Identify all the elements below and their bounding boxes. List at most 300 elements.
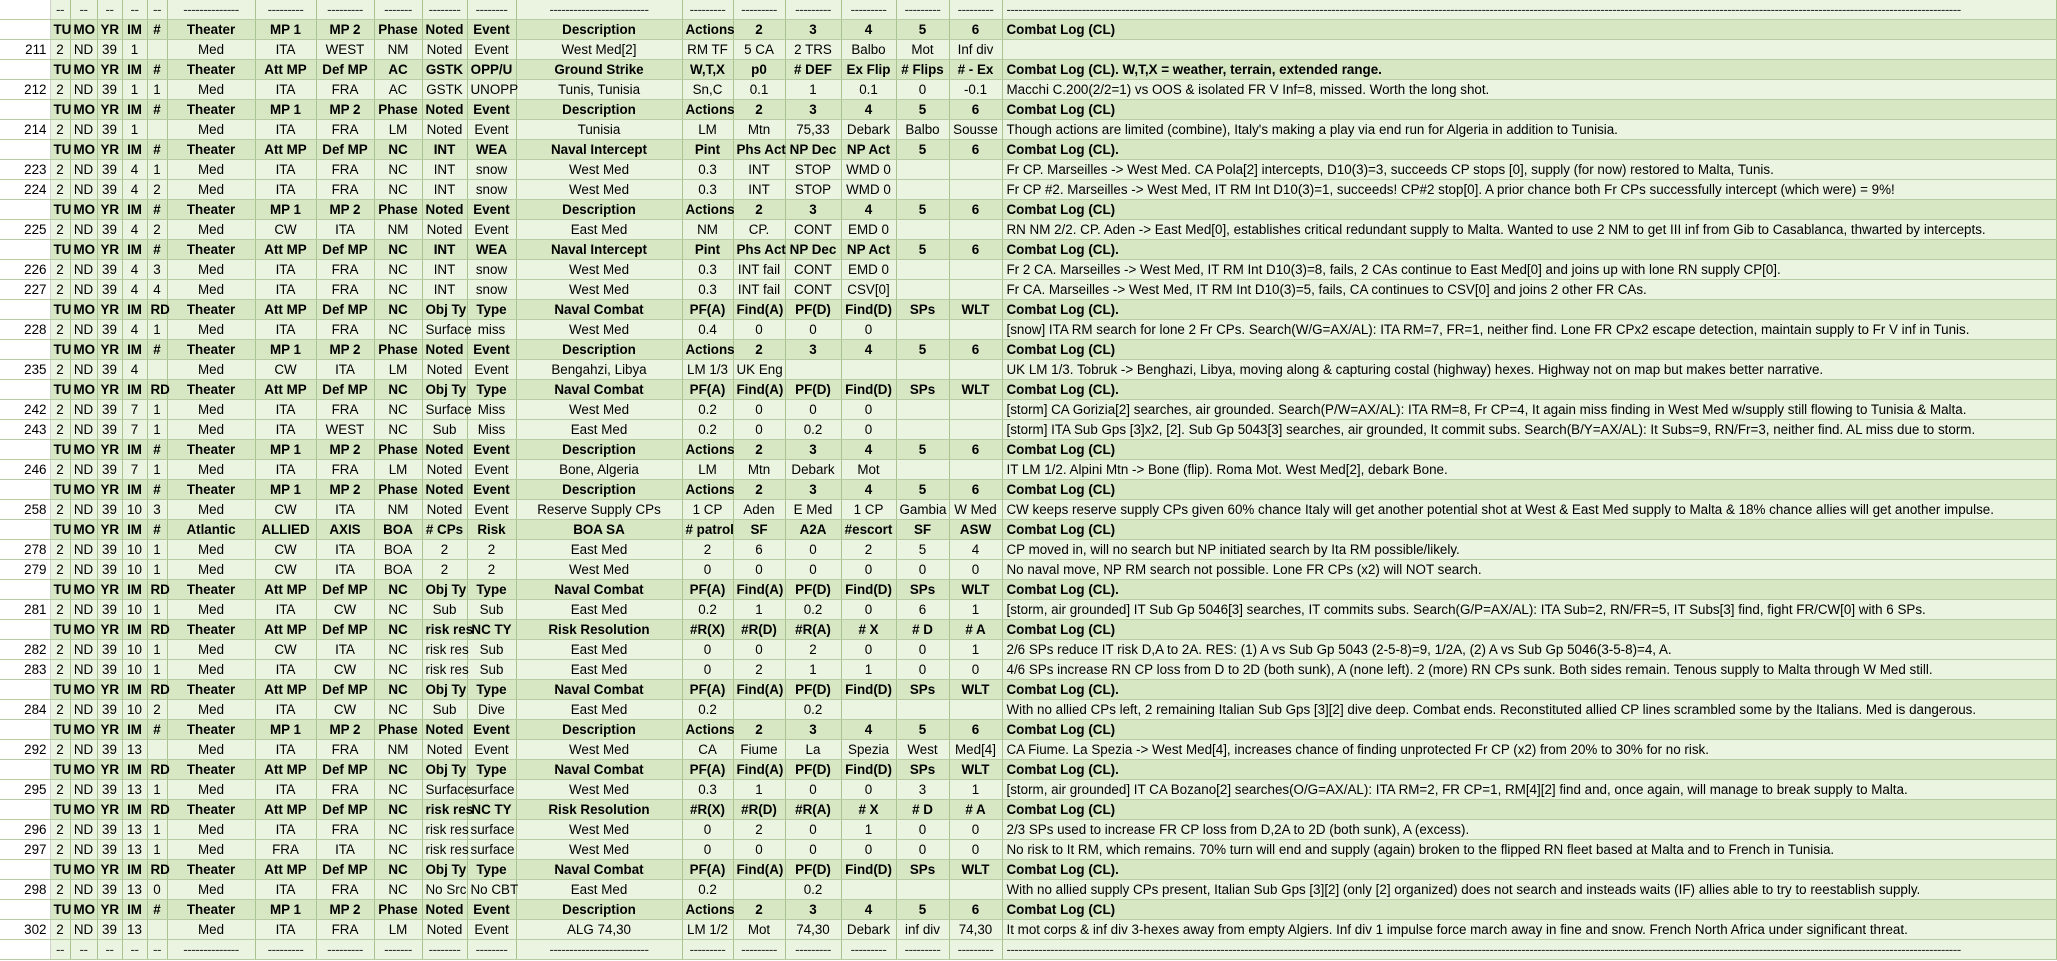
sheet-cell[interactable]: Ex Flip — [841, 60, 896, 80]
sheet-cell[interactable]: 39 — [97, 120, 122, 140]
sheet-cell[interactable]: MO — [70, 100, 97, 120]
sheet-cell[interactable]: Risk Resolution — [516, 620, 682, 640]
sheet-cell[interactable]: Med — [167, 560, 255, 580]
sheet-cell[interactable]: 2 — [733, 480, 785, 500]
sheet-cell[interactable]: ND — [70, 640, 97, 660]
sheet-cell[interactable]: East Med — [516, 220, 682, 240]
sheet-cell[interactable]: # X — [841, 800, 896, 820]
sheet-cell[interactable]: IM — [122, 620, 147, 640]
sheet-cell[interactable]: 1 — [147, 420, 167, 440]
sheet-cell[interactable]: Pint — [682, 240, 733, 260]
sheet-cell[interactable]: 4 — [841, 480, 896, 500]
sheet-cell[interactable]: TU — [50, 200, 70, 220]
sheet-cell[interactable]: 2 — [50, 780, 70, 800]
sheet-cell[interactable]: 0.2 — [785, 700, 841, 720]
sheet-cell[interactable]: Event — [467, 920, 516, 940]
sheet-cell[interactable]: Risk Resolution — [516, 800, 682, 820]
sheet-cell[interactable]: 1 — [147, 660, 167, 680]
sheet-cell[interactable]: 39 — [97, 840, 122, 860]
sheet-cell[interactable]: 2 — [50, 540, 70, 560]
row-id-cell[interactable]: 225 — [0, 220, 50, 240]
sheet-cell[interactable]: -- — [122, 940, 147, 960]
sheet-cell[interactable]: --------- — [841, 0, 896, 20]
sheet-cell[interactable]: 3 — [896, 780, 949, 800]
sheet-cell[interactable]: 2 — [50, 260, 70, 280]
sheet-cell[interactable]: Def MP — [316, 800, 374, 820]
sheet-cell[interactable]: WEA — [467, 240, 516, 260]
sheet-cell[interactable]: 1 — [147, 640, 167, 660]
sheet-cell[interactable]: Type — [467, 860, 516, 880]
sheet-cell[interactable]: 4 — [122, 160, 147, 180]
sheet-cell[interactable]: Description — [516, 480, 682, 500]
sheet-cell[interactable]: Noted — [422, 360, 467, 380]
sheet-cell[interactable]: 6 — [949, 100, 1002, 120]
sheet-cell[interactable]: LM — [374, 120, 422, 140]
sheet-cell[interactable]: ITA — [255, 400, 316, 420]
sheet-cell[interactable]: WLT — [949, 760, 1002, 780]
sheet-cell[interactable]: Med — [167, 40, 255, 60]
sheet-cell[interactable]: snow — [467, 280, 516, 300]
sheet-cell[interactable]: TU — [50, 60, 70, 80]
sheet-cell[interactable] — [896, 180, 949, 200]
sheet-cell[interactable]: YR — [97, 300, 122, 320]
sheet-cell[interactable]: MO — [70, 60, 97, 80]
sheet-cell[interactable]: ITA — [255, 260, 316, 280]
sheet-cell[interactable]: Obj Ty — [422, 380, 467, 400]
sheet-cell[interactable]: snow — [467, 260, 516, 280]
row-id-cell[interactable]: 227 — [0, 280, 50, 300]
sheet-cell[interactable]: Def MP — [316, 680, 374, 700]
sheet-cell[interactable]: YR — [97, 900, 122, 920]
sheet-cell[interactable]: 10 — [122, 700, 147, 720]
sheet-cell[interactable]: MO — [70, 140, 97, 160]
sheet-cell[interactable]: Med — [167, 400, 255, 420]
sheet-cell[interactable]: Sub — [422, 700, 467, 720]
sheet-cell[interactable]: NC — [374, 280, 422, 300]
sheet-cell[interactable]: Type — [467, 760, 516, 780]
row-id-cell[interactable] — [0, 300, 50, 320]
sheet-cell[interactable]: MO — [70, 720, 97, 740]
row-id-cell[interactable]: 284 — [0, 700, 50, 720]
sheet-cell[interactable]: LM — [374, 360, 422, 380]
sheet-cell[interactable]: 4 — [841, 720, 896, 740]
sheet-cell[interactable]: IM — [122, 140, 147, 160]
sheet-cell[interactable]: 0 — [841, 600, 896, 620]
sheet-cell[interactable]: # A — [949, 800, 1002, 820]
sheet-cell[interactable]: East Med — [516, 640, 682, 660]
sheet-cell[interactable]: NM — [374, 740, 422, 760]
sheet-cell[interactable]: Att MP — [255, 580, 316, 600]
sheet-cell[interactable]: Miss — [467, 400, 516, 420]
sheet-cell[interactable]: # — [147, 100, 167, 120]
sheet-cell[interactable]: IM — [122, 860, 147, 880]
combat-log-cell[interactable]: Combat Log (CL) — [1002, 440, 2056, 460]
row-id-cell[interactable]: 282 — [0, 640, 50, 660]
sheet-cell[interactable]: 0 — [841, 320, 896, 340]
row-id-cell[interactable]: 226 — [0, 260, 50, 280]
sheet-cell[interactable]: # — [147, 340, 167, 360]
sheet-cell[interactable]: 75,33 — [785, 120, 841, 140]
sheet-cell[interactable]: CW — [255, 540, 316, 560]
sheet-cell[interactable]: CW — [316, 700, 374, 720]
sheet-cell[interactable]: Def MP — [316, 580, 374, 600]
sheet-cell[interactable]: W,T,X — [682, 60, 733, 80]
sheet-cell[interactable]: MO — [70, 240, 97, 260]
sheet-cell[interactable]: BOA — [374, 520, 422, 540]
sheet-cell[interactable]: Fiume — [733, 740, 785, 760]
sheet-cell[interactable]: Sub — [422, 420, 467, 440]
sheet-cell[interactable]: RM TF — [682, 40, 733, 60]
sheet-cell[interactable]: 39 — [97, 920, 122, 940]
sheet-cell[interactable]: 39 — [97, 320, 122, 340]
sheet-cell[interactable]: WMD 0 — [841, 180, 896, 200]
combat-log-cell[interactable]: [storm] CA Gorizia[2] searches, air grounded. Search(P/W=AX/AL): ITA RM=8, Fr CP=4, It again miss finding in West Med w/supply still flowing to Tunisia & Malta. — [1002, 400, 2056, 420]
sheet-cell[interactable]: Att MP — [255, 620, 316, 640]
sheet-cell[interactable]: Description — [516, 440, 682, 460]
sheet-cell[interactable]: ND — [70, 160, 97, 180]
sheet-cell[interactable]: 0 — [733, 420, 785, 440]
sheet-cell[interactable]: ALLIED — [255, 520, 316, 540]
sheet-cell[interactable]: --------- — [785, 940, 841, 960]
sheet-cell[interactable]: 0 — [785, 820, 841, 840]
sheet-cell[interactable]: 5 — [896, 480, 949, 500]
sheet-cell[interactable]: 39 — [97, 260, 122, 280]
sheet-cell[interactable]: Phase — [374, 440, 422, 460]
sheet-cell[interactable]: ------------------------- — [516, 0, 682, 20]
sheet-cell[interactable]: 2 — [733, 200, 785, 220]
row-id-cell[interactable]: 228 — [0, 320, 50, 340]
sheet-cell[interactable]: Mot — [841, 460, 896, 480]
combat-log-cell[interactable]: Fr CA. Marseilles -> West Med, IT RM Int D10(3)=5, fails, CA continues to CSV[0] and joins 2 other FR CAs. — [1002, 280, 2056, 300]
sheet-cell[interactable]: 0 — [785, 320, 841, 340]
sheet-cell[interactable]: TU — [50, 580, 70, 600]
sheet-cell[interactable]: 39 — [97, 280, 122, 300]
sheet-cell[interactable]: ITA — [255, 160, 316, 180]
sheet-cell[interactable]: West Med — [516, 280, 682, 300]
sheet-cell[interactable]: 0 — [896, 80, 949, 100]
sheet-cell[interactable]: Noted — [422, 20, 467, 40]
sheet-cell[interactable]: Event — [467, 500, 516, 520]
sheet-cell[interactable]: SPs — [896, 680, 949, 700]
sheet-cell[interactable]: East Med — [516, 880, 682, 900]
sheet-cell[interactable]: YR — [97, 100, 122, 120]
sheet-cell[interactable]: Noted — [422, 200, 467, 220]
sheet-cell[interactable]: 4 — [122, 220, 147, 240]
sheet-cell[interactable]: 39 — [97, 560, 122, 580]
sheet-cell[interactable]: Event — [467, 20, 516, 40]
sheet-cell[interactable]: 4 — [122, 260, 147, 280]
sheet-cell[interactable]: Def MP — [316, 760, 374, 780]
sheet-cell[interactable]: CONT — [785, 260, 841, 280]
sheet-cell[interactable]: Find(D) — [841, 680, 896, 700]
sheet-cell[interactable]: Sub — [467, 600, 516, 620]
sheet-cell[interactable]: MP 1 — [255, 480, 316, 500]
sheet-cell[interactable]: MO — [70, 760, 97, 780]
sheet-cell[interactable]: ITA — [255, 180, 316, 200]
sheet-cell[interactable]: 0 — [841, 400, 896, 420]
sheet-cell[interactable]: Miss — [467, 420, 516, 440]
sheet-cell[interactable]: 39 — [97, 160, 122, 180]
sheet-cell[interactable]: Tunis, Tunisia — [516, 80, 682, 100]
sheet-cell[interactable]: Med — [167, 660, 255, 680]
sheet-cell[interactable]: 1 — [122, 120, 147, 140]
sheet-cell[interactable]: # A — [949, 620, 1002, 640]
sheet-cell[interactable]: Risk — [467, 520, 516, 540]
sheet-cell[interactable]: SPs — [896, 380, 949, 400]
sheet-cell[interactable]: LM — [374, 920, 422, 940]
sheet-cell[interactable]: 2 — [50, 220, 70, 240]
sheet-cell[interactable]: Actions — [682, 340, 733, 360]
sheet-cell[interactable]: 2 — [147, 700, 167, 720]
sheet-cell[interactable]: 4 — [841, 900, 896, 920]
sheet-cell[interactable]: Noted — [422, 220, 467, 240]
sheet-cell[interactable]: FRA — [316, 320, 374, 340]
sheet-cell[interactable]: 39 — [97, 600, 122, 620]
row-id-cell[interactable]: 211 — [0, 40, 50, 60]
sheet-cell[interactable]: 1 — [949, 780, 1002, 800]
sheet-cell[interactable]: Att MP — [255, 380, 316, 400]
sheet-cell[interactable]: Att MP — [255, 760, 316, 780]
sheet-cell[interactable]: 2 — [50, 420, 70, 440]
sheet-cell[interactable]: Dive — [467, 700, 516, 720]
sheet-cell[interactable]: 0 — [841, 560, 896, 580]
sheet-cell[interactable]: Def MP — [316, 300, 374, 320]
sheet-cell[interactable]: 6 — [949, 140, 1002, 160]
sheet-cell[interactable]: 0 — [682, 840, 733, 860]
sheet-cell[interactable]: Gambia — [896, 500, 949, 520]
sheet-cell[interactable]: YR — [97, 720, 122, 740]
sheet-cell[interactable]: 0.1 — [841, 80, 896, 100]
sheet-cell[interactable]: 3 — [785, 720, 841, 740]
sheet-cell[interactable]: CONT — [785, 280, 841, 300]
sheet-cell[interactable]: WEST — [316, 40, 374, 60]
sheet-cell[interactable]: Med — [167, 780, 255, 800]
sheet-cell[interactable]: Find(A) — [733, 300, 785, 320]
sheet-cell[interactable] — [949, 400, 1002, 420]
sheet-cell[interactable]: Surface — [422, 780, 467, 800]
sheet-cell[interactable]: 0.2 — [785, 420, 841, 440]
sheet-cell[interactable]: Theater — [167, 100, 255, 120]
sheet-cell[interactable] — [147, 740, 167, 760]
sheet-cell[interactable]: West Med — [516, 840, 682, 860]
sheet-cell[interactable]: LM — [682, 460, 733, 480]
sheet-cell[interactable]: BOA SA — [516, 520, 682, 540]
sheet-cell[interactable]: MP 1 — [255, 20, 316, 40]
row-id-cell[interactable] — [0, 580, 50, 600]
sheet-cell[interactable]: Naval Combat — [516, 580, 682, 600]
row-id-cell[interactable]: 283 — [0, 660, 50, 680]
sheet-cell[interactable]: YR — [97, 380, 122, 400]
sheet-cell[interactable]: 0.2 — [785, 880, 841, 900]
sheet-cell[interactable]: 4 — [841, 200, 896, 220]
sheet-cell[interactable]: Naval Combat — [516, 300, 682, 320]
sheet-cell[interactable]: 2 — [50, 80, 70, 100]
combat-log-cell[interactable] — [1002, 40, 2056, 60]
sheet-cell[interactable]: RD — [147, 680, 167, 700]
sheet-cell[interactable]: IM — [122, 60, 147, 80]
sheet-cell[interactable]: 4 — [122, 360, 147, 380]
sheet-cell[interactable] — [147, 40, 167, 60]
sheet-cell[interactable]: # D — [896, 620, 949, 640]
sheet-cell[interactable]: ND — [70, 120, 97, 140]
sheet-cell[interactable]: 0.2 — [682, 420, 733, 440]
sheet-cell[interactable]: PF(A) — [682, 680, 733, 700]
sheet-cell[interactable]: ITA — [255, 740, 316, 760]
combat-log-cell[interactable]: [storm] ITA Sub Gps [3]x2, [2]. Sub Gp 5043[3] searches, air grounded, It commit subs. Search(B/Y=AX/AL): It Subs=9, RN/Fr=3, neither find. AL miss due to storm. — [1002, 420, 2056, 440]
sheet-cell[interactable]: 13 — [122, 880, 147, 900]
sheet-cell[interactable]: IM — [122, 680, 147, 700]
row-id-cell[interactable] — [0, 720, 50, 740]
sheet-cell[interactable]: 5 — [896, 240, 949, 260]
sheet-cell[interactable]: 74,30 — [785, 920, 841, 940]
sheet-cell[interactable]: West Med — [516, 320, 682, 340]
sheet-cell[interactable]: Description — [516, 20, 682, 40]
row-id-cell[interactable]: 297 — [0, 840, 50, 860]
sheet-cell[interactable]: YR — [97, 340, 122, 360]
sheet-cell[interactable] — [896, 280, 949, 300]
combat-log-cell[interactable]: Combat Log (CL) — [1002, 20, 2056, 40]
sheet-cell[interactable]: TU — [50, 440, 70, 460]
sheet-cell[interactable]: Find(D) — [841, 860, 896, 880]
sheet-cell[interactable]: 0 — [147, 880, 167, 900]
sheet-cell[interactable]: 6 — [949, 20, 1002, 40]
sheet-cell[interactable]: RD — [147, 300, 167, 320]
sheet-cell[interactable]: MO — [70, 860, 97, 880]
sheet-cell[interactable]: TU — [50, 520, 70, 540]
row-id-cell[interactable] — [0, 760, 50, 780]
sheet-cell[interactable]: NC TY — [467, 800, 516, 820]
sheet-cell[interactable]: 0.2 — [682, 600, 733, 620]
sheet-cell[interactable]: snow — [467, 160, 516, 180]
sheet-cell[interactable]: 2 — [50, 740, 70, 760]
sheet-cell[interactable]: PF(D) — [785, 300, 841, 320]
sheet-cell[interactable]: 3 — [785, 440, 841, 460]
sheet-cell[interactable]: IM — [122, 380, 147, 400]
sheet-cell[interactable]: CP. — [733, 220, 785, 240]
sheet-cell[interactable]: Debark — [841, 920, 896, 940]
sheet-cell[interactable] — [896, 220, 949, 240]
sheet-cell[interactable]: Att MP — [255, 680, 316, 700]
sheet-cell[interactable]: Def MP — [316, 620, 374, 640]
sheet-cell[interactable]: NC — [374, 160, 422, 180]
sheet-cell[interactable]: Med — [167, 700, 255, 720]
sheet-cell[interactable]: Event — [467, 340, 516, 360]
sheet-cell[interactable]: NP Act — [841, 140, 896, 160]
sheet-cell[interactable]: Phase — [374, 20, 422, 40]
sheet-cell[interactable]: 0.3 — [682, 280, 733, 300]
sheet-cell[interactable]: 2 — [467, 560, 516, 580]
sheet-cell[interactable]: YR — [97, 580, 122, 600]
sheet-cell[interactable]: Mtn — [733, 460, 785, 480]
sheet-cell[interactable]: SF — [896, 520, 949, 540]
sheet-cell[interactable]: #R(D) — [733, 800, 785, 820]
sheet-cell[interactable]: 5 — [896, 100, 949, 120]
sheet-cell[interactable] — [896, 400, 949, 420]
sheet-cell[interactable]: Sousse — [949, 120, 1002, 140]
sheet-cell[interactable]: Find(D) — [841, 580, 896, 600]
sheet-cell[interactable]: 4 — [147, 280, 167, 300]
sheet-cell[interactable]: Naval Combat — [516, 680, 682, 700]
sheet-cell[interactable]: PF(A) — [682, 300, 733, 320]
sheet-cell[interactable]: Theater — [167, 900, 255, 920]
sheet-cell[interactable]: 2 — [50, 560, 70, 580]
sheet-cell[interactable]: Theater — [167, 480, 255, 500]
sheet-cell[interactable]: A2A — [785, 520, 841, 540]
sheet-cell[interactable]: 2 — [50, 400, 70, 420]
sheet-cell[interactable] — [896, 360, 949, 380]
sheet-cell[interactable]: Med — [167, 360, 255, 380]
sheet-cell[interactable]: MP 1 — [255, 340, 316, 360]
sheet-cell[interactable]: Balbo — [896, 120, 949, 140]
sheet-cell[interactable]: Def MP — [316, 140, 374, 160]
sheet-cell[interactable]: Att MP — [255, 860, 316, 880]
sheet-cell[interactable]: No CBT — [467, 880, 516, 900]
sheet-cell[interactable]: 0 — [785, 840, 841, 860]
sheet-cell[interactable]: 6 — [896, 600, 949, 620]
sheet-cell[interactable]: IM — [122, 760, 147, 780]
row-id-cell[interactable] — [0, 860, 50, 880]
sheet-cell[interactable]: Obj Ty — [422, 580, 467, 600]
sheet-cell[interactable]: ITA — [255, 780, 316, 800]
sheet-cell[interactable]: # DEF — [785, 60, 841, 80]
sheet-cell[interactable]: 2 — [50, 180, 70, 200]
sheet-cell[interactable]: 2 — [50, 920, 70, 940]
sheet-cell[interactable]: Theater — [167, 620, 255, 640]
combat-log-cell[interactable]: Combat Log (CL). — [1002, 240, 2056, 260]
row-id-cell[interactable]: 296 — [0, 820, 50, 840]
sheet-cell[interactable]: # CPs — [422, 520, 467, 540]
sheet-cell[interactable]: YR — [97, 20, 122, 40]
sheet-cell[interactable]: ALG 74,30 — [516, 920, 682, 940]
sheet-cell[interactable]: 39 — [97, 660, 122, 680]
sheet-cell[interactable]: CW — [316, 660, 374, 680]
sheet-cell[interactable]: Inf div — [949, 40, 1002, 60]
sheet-cell[interactable]: TU — [50, 680, 70, 700]
sheet-cell[interactable]: Def MP — [316, 380, 374, 400]
sheet-cell[interactable]: Med — [167, 640, 255, 660]
sheet-cell[interactable]: FRA — [316, 740, 374, 760]
sheet-cell[interactable]: 3 — [785, 340, 841, 360]
sheet-cell[interactable]: Med — [167, 220, 255, 240]
sheet-cell[interactable]: UNOPP — [467, 80, 516, 100]
sheet-cell[interactable]: ND — [70, 780, 97, 800]
sheet-cell[interactable]: NC — [374, 240, 422, 260]
sheet-cell[interactable]: FRA — [316, 460, 374, 480]
sheet-cell[interactable]: # — [147, 900, 167, 920]
sheet-cell[interactable]: MO — [70, 520, 97, 540]
sheet-cell[interactable]: ------------------------- — [516, 940, 682, 960]
sheet-cell[interactable]: -- — [70, 0, 97, 20]
sheet-cell[interactable]: Noted — [422, 120, 467, 140]
sheet-cell[interactable]: YR — [97, 140, 122, 160]
combat-log-cell[interactable]: [snow] ITA RM search for lone 2 Fr CPs. Search(W/G=AX/AL): ITA RM=7, FR=1, neither find. Lone FR CPx2 escape detection, maintain supply to Fr V inf in Tunis. — [1002, 320, 2056, 340]
sheet-cell[interactable]: NC — [374, 620, 422, 640]
sheet-cell[interactable]: 10 — [122, 640, 147, 660]
sheet-cell[interactable]: Noted — [422, 100, 467, 120]
sheet-cell[interactable]: 1 — [147, 460, 167, 480]
sheet-cell[interactable]: -- — [147, 0, 167, 20]
combat-log-cell[interactable]: IT LM 1/2. Alpini Mtn -> Bone (flip). Roma Mot. West Med[2], debark Bone. — [1002, 460, 2056, 480]
combat-log-cell[interactable]: 2/6 SPs reduce IT risk D,A to 2A. RES: (1) A vs Sub Gp 5043 (2-5-8)=9, 1/2A, (2) A vs Sub Gp 5046(3-5-8)=4, A. — [1002, 640, 2056, 660]
sheet-cell[interactable]: No Src — [422, 880, 467, 900]
row-id-cell[interactable]: 258 — [0, 500, 50, 520]
sheet-cell[interactable]: NC — [374, 380, 422, 400]
sheet-cell[interactable]: SPs — [896, 760, 949, 780]
sheet-cell[interactable]: # — [147, 720, 167, 740]
sheet-cell[interactable]: FRA — [316, 260, 374, 280]
sheet-cell[interactable]: 1 — [147, 840, 167, 860]
sheet-cell[interactable]: AC — [374, 60, 422, 80]
